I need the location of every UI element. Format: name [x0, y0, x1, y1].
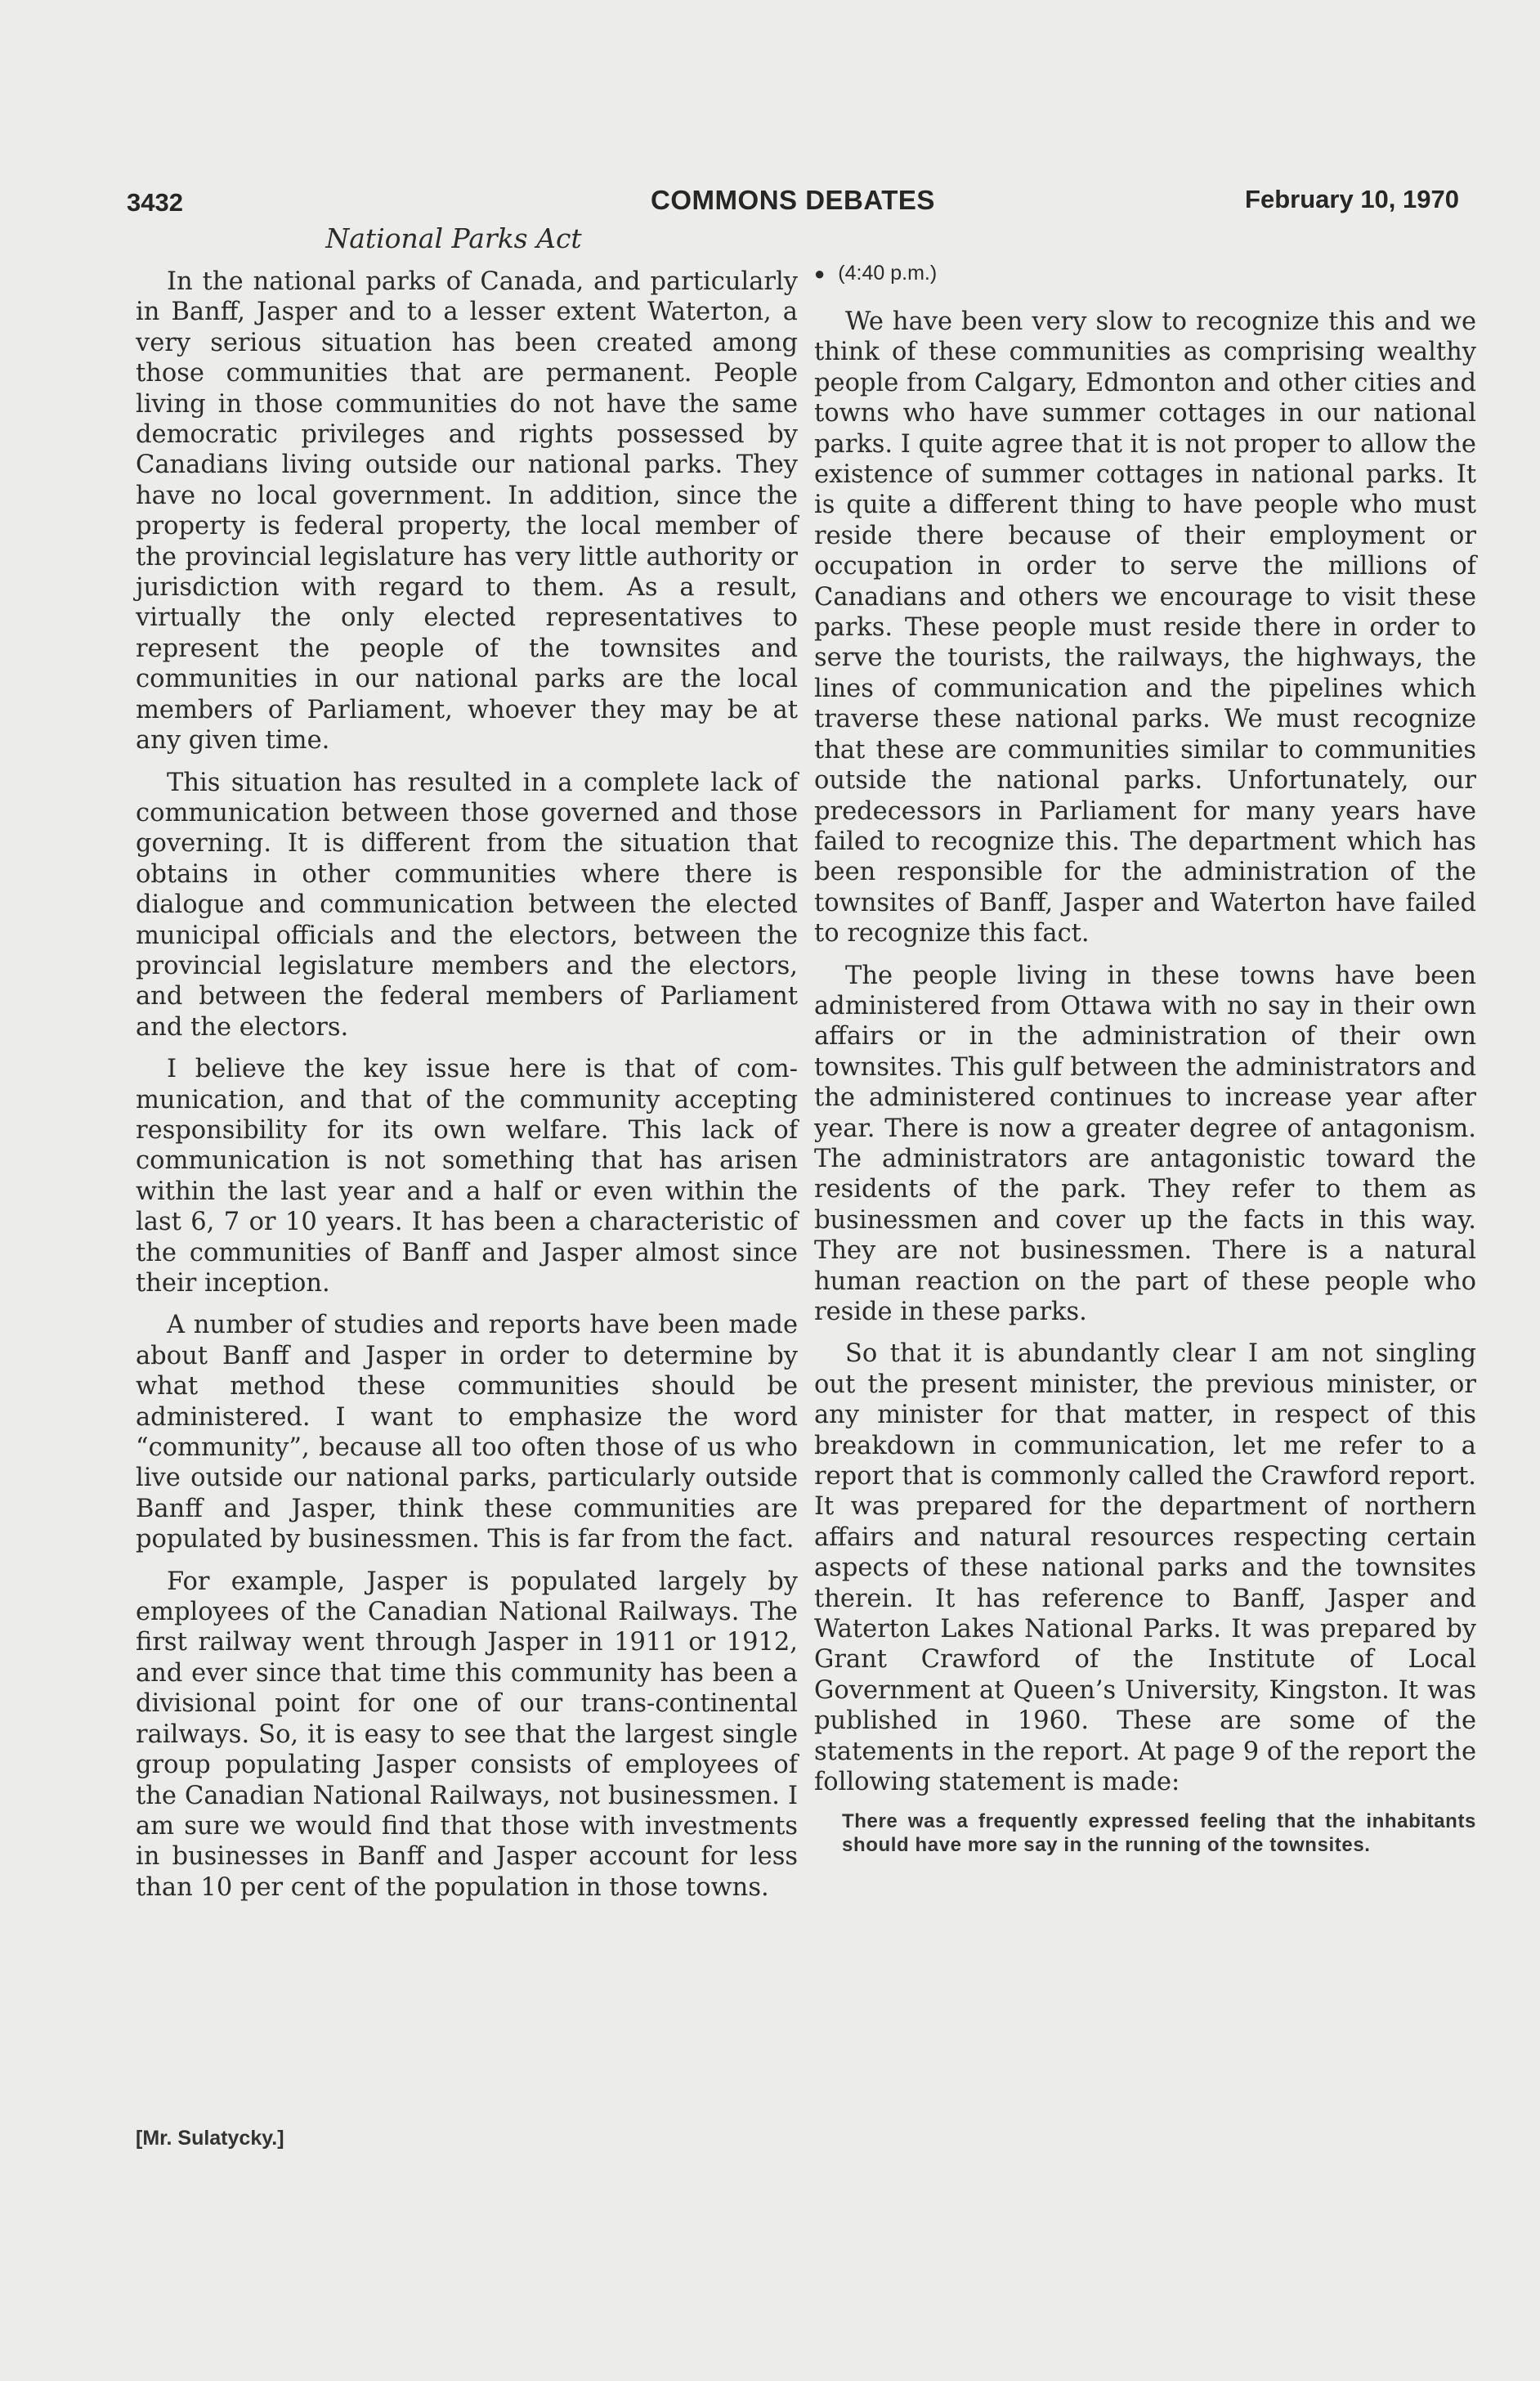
paragraph: We have been very slow to recognize this and we think of these communities as comprising wealthy people from Calgary, Edmonton and other cities and towns who have summer cottages in our national parks. I quite agree that it is not proper to allow the existence of summer cottages in national parks. It is quite a different thing to have people who must reside there because of their employment or occupation in order to serve the millions of Canadians and others we encourage to visit these parks. These people must reside there in order to serve the tourists, the railways, the highways, the lines of communication and the pipelines which traverse these national parks. We must recognize that these are communities similar to communities outside the national parks. Unfortunately, our predecessors in Parliament for many years have failed to recognize this. The department which has been responsible for the administration of the townsites of Banff, Jasper and Waterton have failed to recognize this fact. — [814, 307, 1476, 948]
left-column — [136, 267, 798, 1914]
timestamp-text: (4:40 p.m.) — [838, 262, 938, 285]
page-header — [127, 182, 1459, 219]
paragraph: A number of studies and reports have been made about Banff and Jasper in order to determine by what method these communities should be administered. I want to emphasize the word “community”, because all too often those of us who live outside our national parks, particularly outside Banff and Jasper, think these communities are populated by businessmen. This is far from the fact. — [136, 1311, 798, 1554]
publication-title: COMMONS DEBATES — [651, 185, 935, 215]
paragraph: So that it is abundantly clear I am not singling out the present minister, the previous minister, or any minister for that matter, in respect of this breakdown in communication, let me refer to a report that is commonly called the Crawford report. It was prepared for the department of northern affairs and natural resources respecting certain aspects of these national parks and the townsites therein. It has reference to Banff, Jasper and Waterton Lakes National Parks. It was prepared by Grant Crawford of the Institute of Local Government at Queen’s University, Kingston. It was published in 1960. These are some of the statements in the report. At page 9 of the report the following statement is made: — [814, 1339, 1476, 1797]
timestamp — [814, 258, 1476, 289]
paragraph: For example, Jasper is populated largely by employees of the Canadian National Railways. The first railway went through Jasper in 1911 or 1912, and ever since that time this community has been a divisional point for one of our trans-continental railways. So, it is easy to see that the largest single group populating Jasper consists of employees of the Canadian National Railways, not businessmen. I am sure we would find that those with investments in businesses in Banff and Jasper account for less than 10 per cent of the population in those towns. — [136, 1567, 798, 1902]
block-quote: There was a frequently expressed feeling that the inhabitants should have more say in the running of the townsites. — [842, 1809, 1476, 1856]
speaker-attribution: [Mr. Sulatycky.] — [136, 2127, 284, 2150]
right-column — [814, 258, 1476, 1868]
issue-date: February 10, 1970 — [1245, 185, 1459, 213]
paragraph: The people living in these towns have been administered from Ottawa with no say in their own affairs or in the administration of their own townsites. This gulf between the administrators and the administered continues to increase year after year. There is now a greater degree of antagonism. The administrators are antagonistic toward the residents of the park. They refer to them as businessmen and cover up the facts in this way. They are not businessmen. There is a natural human reaction on the part of these people who reside in these parks. — [814, 961, 1476, 1326]
paragraph: This situation has resulted in a complete lack of communication between those governed and those governing. It is different from the situation that obtains in other communities where there is dialogue and communication between the elected municipal officials and the electors, between the provincial legislature members and the electors, and between the federal members of Parliament and the electors. — [136, 768, 798, 1042]
paragraph: In the national parks of Canada, and particularly in Banff, Jasper and to a lesser extent Waterton, a very serious situation has been created among those communities that are permanent. People living in those communities do not have the same democratic privileges and rights possessed by Canadians living outside our national parks. They have no local government. In addition, since the property is federal property, the local member of the provincial legislature has very little authority or jurisdiction with regard to them. As a result, virtually the only elected representatives to represent the people of the townsites and communities in our national parks are the local members of Parliament, whoever they may be at any given time. — [136, 267, 798, 756]
page-number: 3432 — [127, 188, 183, 217]
bullet-icon: ● — [814, 263, 826, 284]
section-title: National Parks Act — [325, 222, 582, 254]
paragraph: I believe the key issue here is that of communication, and that of the community accepting responsibility for its own welfare. This lack of communication is not something that has arisen within the last year and a half or even within the last 6, 7 or 10 years. It has been a characteristic of the communities of Banff and Jasper almost since their inception. — [136, 1055, 798, 1298]
